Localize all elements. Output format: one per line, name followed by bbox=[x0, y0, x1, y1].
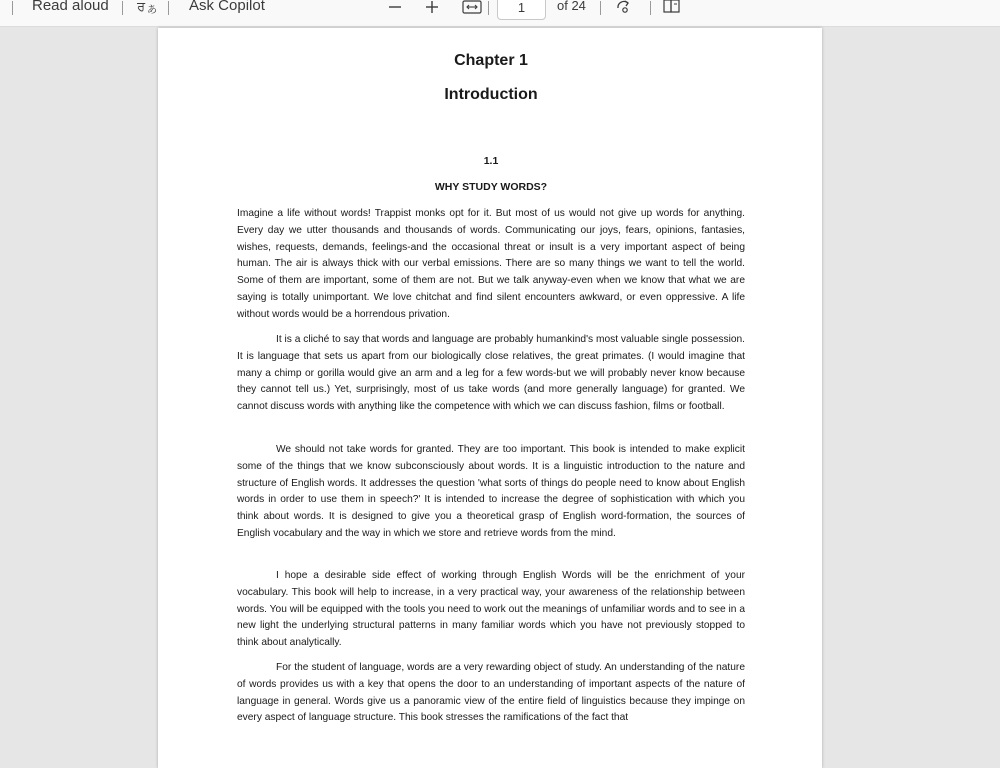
toolbar-divider bbox=[600, 1, 601, 15]
fit-width-icon bbox=[462, 0, 482, 14]
rotate-button[interactable] bbox=[613, 0, 635, 17]
page-number-input[interactable]: 1 bbox=[497, 0, 546, 20]
paragraph: We should not take words for granted. They are too important. This book is intended to make explicit some of the things that we know subconsciously about words. It is a linguistic introduction to the nature and structure of English words. It addresses the question 'what sorts of things do people need to know about English words in order to use them in speech?' It is intended to increase the degree of sophistication with which you think about words. It is designed to give you a theoretical grasp of English word-formation, the sources of English vocabulary and the way in which we store and retrieve words from the mind. bbox=[237, 444, 745, 539]
pdf-toolbar bbox=[0, 0, 1000, 27]
toolbar-divider bbox=[168, 1, 169, 15]
toolbar-divider bbox=[12, 1, 13, 15]
svg-text:あ: あ bbox=[147, 5, 157, 15]
chapter-label: Chapter 1 bbox=[454, 52, 528, 69]
paragraph: I hope a desirable side effect of working through English Words will be the enrichment of your vocabulary. This book will help to increase, in a very practical way, your awareness of the relationship between words. You will be equipped with the tools you need to work out the meanings of unfamiliar words and to see in a new light the underlying structural patterns in many familiar words which you have not previously stopped to think about analytically. bbox=[237, 570, 745, 649]
zoom-out-button[interactable] bbox=[384, 0, 406, 17]
translate-icon[interactable] bbox=[136, 0, 158, 17]
page-total-label: of 24 bbox=[557, 0, 586, 13]
section-title: WHY STUDY WORDS? bbox=[434, 181, 548, 193]
zoom-in-button[interactable] bbox=[421, 0, 443, 17]
paragraph: Imagine a life without words! Trappist monks opt for it. But most of us would not give up words for anything. Every day we utter thousands and thousands of words. Communicating our joys, fears, opinions, fantasies, wishes, requests, demands, feelings-and the occasional threat or insult is a very important aspect of being human. The air is always thick with our verbal emissions. There are so many things we want to tell the world. Some of them are important, some of them are not. But we talk anyway-even when we know that what we are saying is totally unimportant. We love chitchat and find silent encounters awkward, or even oppressive. A life without words would be a horrendous privation. bbox=[237, 208, 745, 320]
pdf-page bbox=[158, 28, 822, 768]
toolbar-divider bbox=[650, 1, 651, 15]
ask-copilot-button[interactable]: Ask Copilot bbox=[189, 0, 265, 14]
read-aloud-button[interactable]: Read aloud bbox=[32, 0, 109, 14]
page-view-button[interactable] bbox=[661, 0, 683, 17]
minus-icon bbox=[388, 0, 402, 14]
toolbar-divider bbox=[122, 1, 123, 15]
section-number: 1.1 bbox=[483, 155, 499, 167]
paragraph: It is a cliché to say that words and language are probably humankind's most valuable single possession. It is language that sets us apart from our biologically close relatives, the great primates. (I would imagine that many a chimp or gorilla would give an arm and a leg for a few words-but we will probably never know because they cannot tell us.) Yet, surprisingly, most of us take words (and more generally language) for granted. We cannot discuss words with anything like the competence with which we can discuss fashion, films or football. bbox=[237, 334, 745, 413]
toolbar-divider bbox=[488, 1, 489, 15]
paragraph: For the student of language, words are a very rewarding object of study. An understanding of the nature of words provides us with a key that opens the door to an understanding of important aspects of the nature of language in general. Words give us a panoramic view of the entire field of linguistics because they impinge on every aspect of language structure. This book stresses the ramifications of the fact that bbox=[237, 662, 745, 724]
fit-width-button[interactable] bbox=[461, 0, 483, 17]
svg-text:ਰ: ਰ bbox=[137, 0, 146, 15]
chapter-title: Introduction bbox=[444, 86, 538, 103]
page-view-icon bbox=[662, 0, 682, 15]
plus-icon bbox=[425, 0, 439, 14]
rotate-icon bbox=[615, 0, 633, 15]
